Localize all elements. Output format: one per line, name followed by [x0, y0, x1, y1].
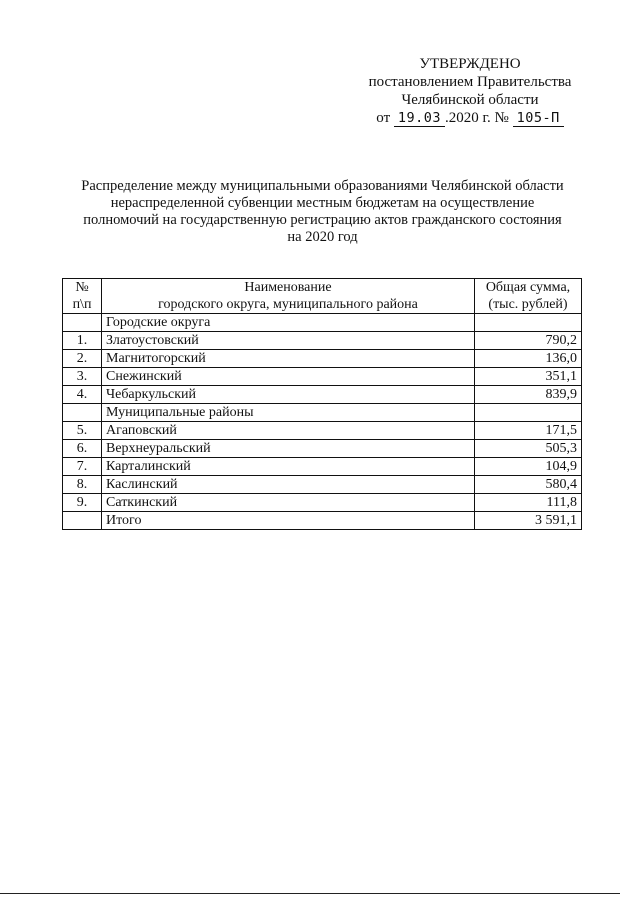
table-row [63, 404, 582, 422]
table-row [63, 350, 582, 368]
row-amount: 104,9 [475, 458, 582, 476]
decree-number-stamp: 105-П [513, 111, 564, 127]
table-row [63, 332, 582, 350]
table-row [63, 494, 582, 512]
header-number: № п\п [63, 279, 102, 314]
row-name: Чебаркульский [102, 386, 475, 404]
date-stamp: 19.03 [394, 111, 445, 127]
row-number: 9. [63, 494, 102, 512]
approval-line-decree: постановлением Правительства [368, 74, 572, 90]
row-number: 6. [63, 440, 102, 458]
title-line-4: на 2020 год [287, 229, 358, 245]
table-header-row [63, 279, 582, 314]
row-amount [475, 314, 582, 332]
header-name: Наименование городского округа, муниципального района [102, 279, 475, 314]
approval-line-region: Челябинской области [401, 92, 539, 108]
row-amount: 171,5 [475, 422, 582, 440]
row-number: 4. [63, 386, 102, 404]
table-row [63, 368, 582, 386]
title-line-3: полномочий на государственную регистрацию актов гражданского состояния [83, 212, 562, 228]
row-amount: 351,1 [475, 368, 582, 386]
distribution-table [62, 278, 582, 530]
date-prefix: от [376, 110, 391, 126]
total-label: Итого [102, 512, 475, 530]
table-row [63, 422, 582, 440]
row-name: Городские округа [102, 314, 475, 332]
table-row [63, 314, 582, 332]
row-name: Снежинский [102, 368, 475, 386]
table-row [63, 440, 582, 458]
row-amount: 505,3 [475, 440, 582, 458]
row-name: Верхнеуральский [102, 440, 475, 458]
row-number [63, 404, 102, 422]
row-amount: 136,0 [475, 350, 582, 368]
title-line-2: нераспределенной субвенции местным бюджетам на осуществление [110, 195, 535, 211]
approval-block [340, 55, 600, 127]
header-amount: Общая сумма, (тыс. рублей) [475, 279, 582, 314]
title-line-1: Распределение между муниципальными образованиями Челябинской области [81, 178, 564, 194]
row-number: 7. [63, 458, 102, 476]
row-amount [475, 404, 582, 422]
row-name: Муниципальные районы [102, 404, 475, 422]
row-name: Златоустовский [102, 332, 475, 350]
row-number: 2. [63, 350, 102, 368]
table-row [63, 386, 582, 404]
total-amount: 3 591,1 [475, 512, 582, 530]
row-amount: 580,4 [475, 476, 582, 494]
table-row [63, 476, 582, 494]
row-number: 1. [63, 332, 102, 350]
table-row [63, 458, 582, 476]
row-name: Каслинский [102, 476, 475, 494]
row-name: Агаповский [102, 422, 475, 440]
approval-date-line [340, 109, 600, 127]
row-name: Магнитогорский [102, 350, 475, 368]
year-text: .2020 г. № [445, 110, 509, 126]
row-number: 5. [63, 422, 102, 440]
row-number [63, 512, 102, 530]
page-bottom-rule [0, 893, 620, 894]
row-number [63, 314, 102, 332]
document-title [60, 178, 585, 246]
table-total-row [63, 512, 582, 530]
row-name: Карталинский [102, 458, 475, 476]
row-number: 3. [63, 368, 102, 386]
row-amount: 111,8 [475, 494, 582, 512]
row-name: Саткинский [102, 494, 475, 512]
approval-heading: УТВЕРЖДЕНО [419, 56, 521, 72]
row-amount: 839,9 [475, 386, 582, 404]
row-amount: 790,2 [475, 332, 582, 350]
row-number: 8. [63, 476, 102, 494]
